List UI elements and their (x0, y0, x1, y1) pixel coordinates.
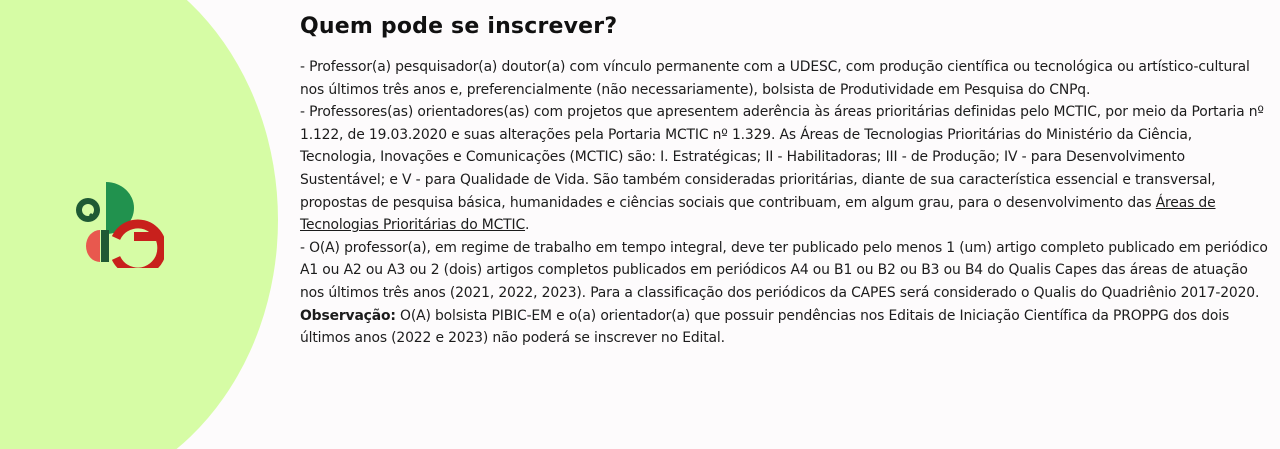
areas-prioritarias-link[interactable]: Áreas de Tecnologias Prioritárias do MCTIC (300, 194, 1216, 234)
observation-text: O(A) bolsista PIBIC-EM e o(a) orientador(a) que possuir pendências nos Editais de Iniciação Científica da PROPPG dos dois últimos anos (2022 e 2023) não poderá se inscrever no Edital. (300, 307, 1230, 347)
main-content (300, 14, 1272, 350)
eligibility-item-2-text: - Professores(as) orientadores(as) com projetos que apresentem aderência às áreas prioritárias definidas pelo MCTIC, por meio da Portaria nº 1.122, de 19.03.2020 e suas alterações pela Portaria MCTIC nº 1.329. As Áreas de Tecnologias Prioritárias do Ministério da Ciência, Tecnologia, Inovações e Comunicações (MCTIC) são: I. Estratégicas; II - Habilitadoras; III - de Produção; IV - para Desenvolvimento Sustentável; e V - para Qualidade de Vida. São também consideradas prioritárias, diante de sua característica essencial e transversal, propostas de pesquisa básica, humanidades e ciências sociais que contribuam, em algum grau, para o desenvolvimento das (300, 104, 1264, 211)
observation-note (300, 305, 1272, 350)
eligibility-item-3: - O(A) professor(a), em regime de trabalho em tempo integral, deve ter publicado pelo menos 1 (um) artigo completo publicado em periódico A1 ou A2 ou A3 ou 2 (dois) artigos completos publicados em periódicos A4 ou B1 ou B2 ou B3 ou B4 do Qualis Capes das áreas de atuação nos últimos três anos (2021, 2022, 2023). Para a classificação dos periódicos da CAPES será considerado o Qualis do Quadriênio 2017-2020. (300, 239, 1268, 301)
eligibility-item-2 (300, 101, 1272, 237)
qig-logo-icon (72, 178, 164, 268)
page-title: Quem pode se inscrever? (300, 14, 618, 39)
eligibility-item-2-end: . (525, 217, 530, 234)
eligibility-text (300, 56, 1272, 350)
observation-label: Observação: (300, 307, 396, 324)
eligibility-item-1: - Professor(a) pesquisador(a) doutor(a) com vínculo permanente com a UDESC, com produção científica ou tecnológica ou artístico-cultural nos últimos três anos e, preferencialmente (não necessariamente), bolsista de Produtividade em Pesquisa do CNPq. (300, 59, 1250, 98)
